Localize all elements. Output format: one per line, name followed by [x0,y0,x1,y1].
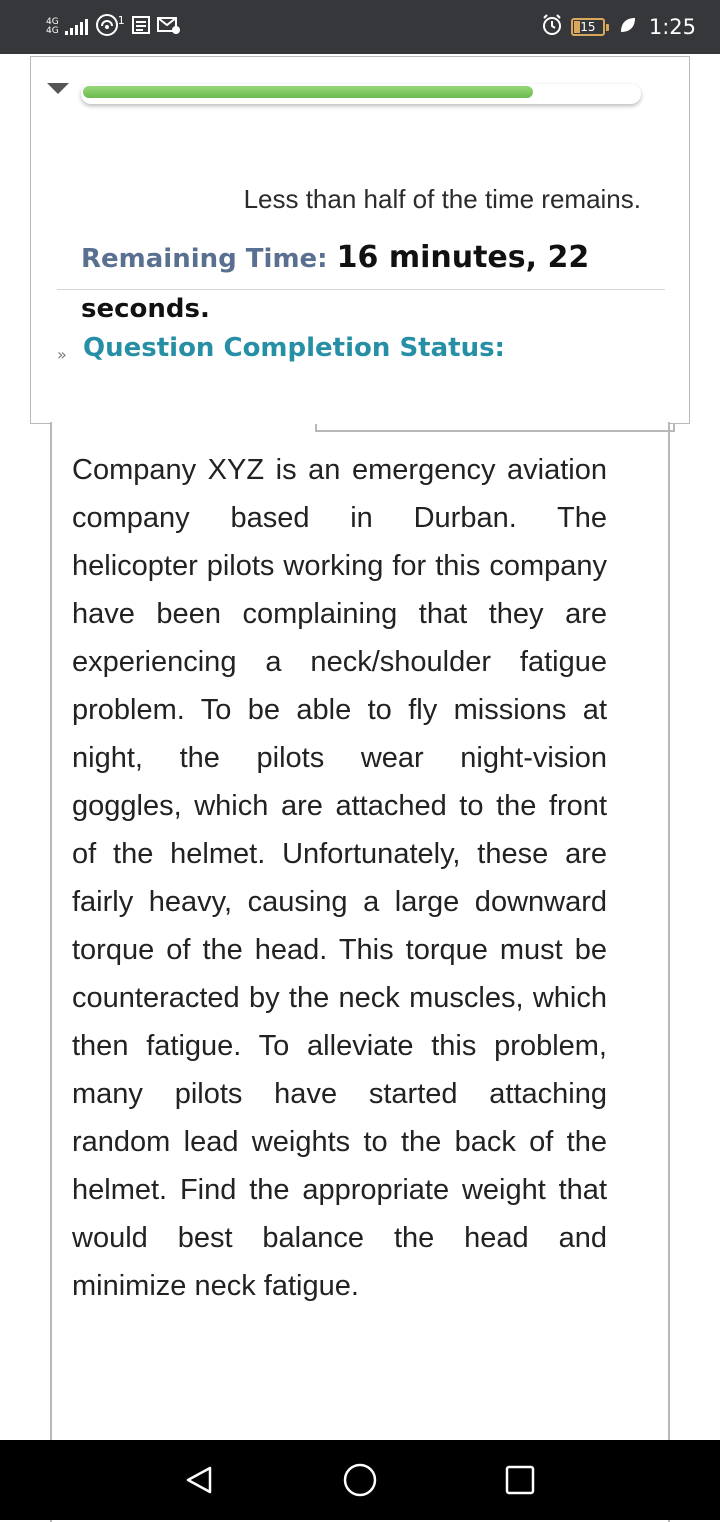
recent-apps-icon[interactable] [500,1460,540,1500]
network-type-indicator [46,18,59,36]
clock: 1:25 [648,15,696,39]
signal-icon [65,19,88,35]
panel-divider [57,289,665,290]
battery-icon [571,18,605,36]
network-type-top: 4G [46,17,59,27]
card-tab-divider [315,424,675,432]
home-icon[interactable] [340,1460,380,1500]
remaining-time [81,233,641,334]
remaining-time-label: Remaining Time: [81,244,328,274]
collapse-caret-icon[interactable] [47,83,69,94]
alarm-icon [541,14,563,41]
timer-panel [30,56,690,424]
network-type-bottom: 4G [46,26,59,36]
notes-icon [131,15,151,40]
battery-level: 15 [580,20,596,34]
mail-icon [157,15,181,40]
leaf-icon [619,16,637,39]
status-bar-right [541,10,696,44]
status-bar [0,0,720,54]
time-progress-fill [83,86,533,98]
remaining-time-suffix: seconds. [81,294,210,324]
question-completion-status-toggle[interactable]: Question Completion Status: [83,333,505,363]
hotspot-icon [94,12,120,43]
status-bar-left [46,12,181,42]
notification-count: 1 [117,13,125,27]
time-warning: Less than half of the time remains. [243,184,641,214]
navigation-bar [0,1440,720,1520]
remaining-time-value: 16 minutes, 22 [336,240,590,275]
back-icon[interactable] [180,1460,220,1500]
time-progress-bar [81,84,641,104]
double-chevron-down-icon[interactable]: » [57,345,67,364]
question-text: Company XYZ is an emergency aviation company based in Durban. The helicopter pilots working for this company have been complaining that they are experiencing a neck/shoulder fatigue problem. To be able to fly missions at night, the pilots wear night-vision goggles, which are attached to the front of the helmet. Unfortunately, these are fairly heavy, causing a large downward torque of the head. This torque must be counteracted by the neck muscles, which then fatigue. To alleviate this problem, many pilots have started attaching random lead weights to the back of the helmet. Find the appropriate weight that would best balance the head and minimize neck fatigue. [72,454,607,1302]
